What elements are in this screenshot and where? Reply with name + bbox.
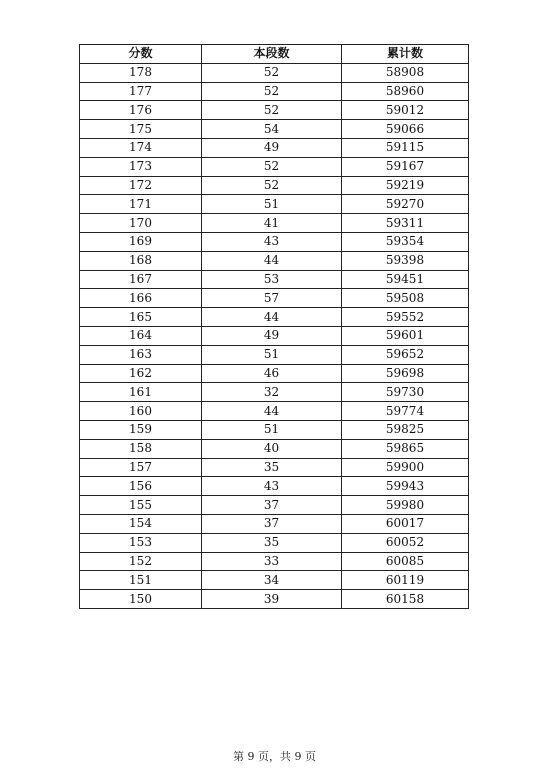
cell-cumulative-count: 60119 — [342, 571, 469, 590]
cell-segment-count: 44 — [202, 402, 342, 421]
table-row — [80, 289, 469, 308]
cell-score: 164 — [80, 326, 202, 345]
cell-segment-count: 44 — [202, 308, 342, 327]
cell-score: 158 — [80, 439, 202, 458]
cell-score: 162 — [80, 364, 202, 383]
cell-cumulative-count: 59774 — [342, 402, 469, 421]
cell-segment-count: 53 — [202, 270, 342, 289]
cell-score: 176 — [80, 101, 202, 120]
cell-cumulative-count: 59900 — [342, 458, 469, 477]
cell-score: 178 — [80, 63, 202, 82]
header-row — [80, 45, 469, 64]
cell-cumulative-count: 59219 — [342, 176, 469, 195]
cell-score: 168 — [80, 251, 202, 270]
cell-cumulative-count: 59354 — [342, 232, 469, 251]
table-row — [80, 138, 469, 157]
cell-score: 154 — [80, 514, 202, 533]
table-row — [80, 514, 469, 533]
cell-cumulative-count: 59980 — [342, 496, 469, 515]
cell-segment-count: 52 — [202, 101, 342, 120]
cell-score: 153 — [80, 533, 202, 552]
cell-score: 156 — [80, 477, 202, 496]
cell-cumulative-count: 59552 — [342, 308, 469, 327]
cell-segment-count: 49 — [202, 326, 342, 345]
cell-segment-count: 52 — [202, 157, 342, 176]
table-row — [80, 82, 469, 101]
table-row — [80, 214, 469, 233]
table-row — [80, 552, 469, 571]
table-row — [80, 326, 469, 345]
cell-cumulative-count: 59730 — [342, 383, 469, 402]
cell-score: 155 — [80, 496, 202, 515]
table-row — [80, 420, 469, 439]
header-cumulative-count: 累计数 — [342, 45, 469, 64]
cell-segment-count: 51 — [202, 345, 342, 364]
cell-score: 166 — [80, 289, 202, 308]
cell-segment-count: 37 — [202, 514, 342, 533]
cell-segment-count: 37 — [202, 496, 342, 515]
cell-segment-count: 41 — [202, 214, 342, 233]
score-distribution-table — [79, 44, 469, 609]
cell-cumulative-count: 59115 — [342, 138, 469, 157]
cell-cumulative-count: 59451 — [342, 270, 469, 289]
cell-segment-count: 51 — [202, 195, 342, 214]
table-row — [80, 232, 469, 251]
cell-segment-count: 52 — [202, 176, 342, 195]
cell-segment-count: 43 — [202, 232, 342, 251]
cell-segment-count: 46 — [202, 364, 342, 383]
cell-score: 165 — [80, 308, 202, 327]
cell-segment-count: 57 — [202, 289, 342, 308]
table-row — [80, 402, 469, 421]
cell-cumulative-count: 59943 — [342, 477, 469, 496]
cell-score: 157 — [80, 458, 202, 477]
cell-score: 172 — [80, 176, 202, 195]
cell-cumulative-count: 59825 — [342, 420, 469, 439]
table-row — [80, 176, 469, 195]
cell-segment-count: 49 — [202, 138, 342, 157]
cell-cumulative-count: 60085 — [342, 552, 469, 571]
table-row — [80, 63, 469, 82]
cell-cumulative-count: 59865 — [342, 439, 469, 458]
cell-segment-count: 52 — [202, 63, 342, 82]
table-row — [80, 270, 469, 289]
cell-cumulative-count: 60017 — [342, 514, 469, 533]
table-row — [80, 101, 469, 120]
cell-cumulative-count: 59398 — [342, 251, 469, 270]
cell-segment-count: 51 — [202, 420, 342, 439]
table-row — [80, 590, 469, 609]
cell-segment-count: 35 — [202, 458, 342, 477]
cell-score: 163 — [80, 345, 202, 364]
cell-segment-count: 54 — [202, 120, 342, 139]
cell-cumulative-count: 60052 — [342, 533, 469, 552]
table-row — [80, 477, 469, 496]
cell-segment-count: 44 — [202, 251, 342, 270]
header-segment-count: 本段数 — [202, 45, 342, 64]
cell-score: 159 — [80, 420, 202, 439]
table-row — [80, 458, 469, 477]
cell-cumulative-count: 59066 — [342, 120, 469, 139]
cell-cumulative-count: 58908 — [342, 63, 469, 82]
cell-segment-count: 34 — [202, 571, 342, 590]
cell-cumulative-count: 59698 — [342, 364, 469, 383]
cell-score: 160 — [80, 402, 202, 421]
cell-segment-count: 43 — [202, 477, 342, 496]
table-header — [80, 45, 469, 64]
table-row — [80, 308, 469, 327]
cell-score: 151 — [80, 571, 202, 590]
cell-score: 170 — [80, 214, 202, 233]
table-row — [80, 439, 469, 458]
table-row — [80, 251, 469, 270]
cell-score: 152 — [80, 552, 202, 571]
cell-score: 173 — [80, 157, 202, 176]
cell-score: 174 — [80, 138, 202, 157]
table-body — [80, 63, 469, 608]
cell-cumulative-count: 59652 — [342, 345, 469, 364]
table-row — [80, 383, 469, 402]
table-row — [80, 364, 469, 383]
cell-score: 177 — [80, 82, 202, 101]
cell-score: 167 — [80, 270, 202, 289]
cell-score: 161 — [80, 383, 202, 402]
cell-segment-count: 52 — [202, 82, 342, 101]
cell-segment-count: 33 — [202, 552, 342, 571]
table-row — [80, 120, 469, 139]
cell-segment-count: 35 — [202, 533, 342, 552]
cell-cumulative-count: 60158 — [342, 590, 469, 609]
cell-segment-count: 40 — [202, 439, 342, 458]
table-row — [80, 571, 469, 590]
table-row — [80, 157, 469, 176]
cell-cumulative-count: 59311 — [342, 214, 469, 233]
header-score: 分数 — [80, 45, 202, 64]
table-row — [80, 345, 469, 364]
cell-score: 150 — [80, 590, 202, 609]
cell-segment-count: 39 — [202, 590, 342, 609]
cell-cumulative-count: 58960 — [342, 82, 469, 101]
table-row — [80, 496, 469, 515]
table-row — [80, 195, 469, 214]
cell-cumulative-count: 59508 — [342, 289, 469, 308]
cell-cumulative-count: 59601 — [342, 326, 469, 345]
cell-segment-count: 32 — [202, 383, 342, 402]
cell-cumulative-count: 59012 — [342, 101, 469, 120]
page-footer: 第 9 页，共 9 页 — [233, 750, 316, 763]
cell-score: 169 — [80, 232, 202, 251]
cell-score: 171 — [80, 195, 202, 214]
cell-score: 175 — [80, 120, 202, 139]
table-row — [80, 533, 469, 552]
cell-cumulative-count: 59270 — [342, 195, 469, 214]
cell-cumulative-count: 59167 — [342, 157, 469, 176]
